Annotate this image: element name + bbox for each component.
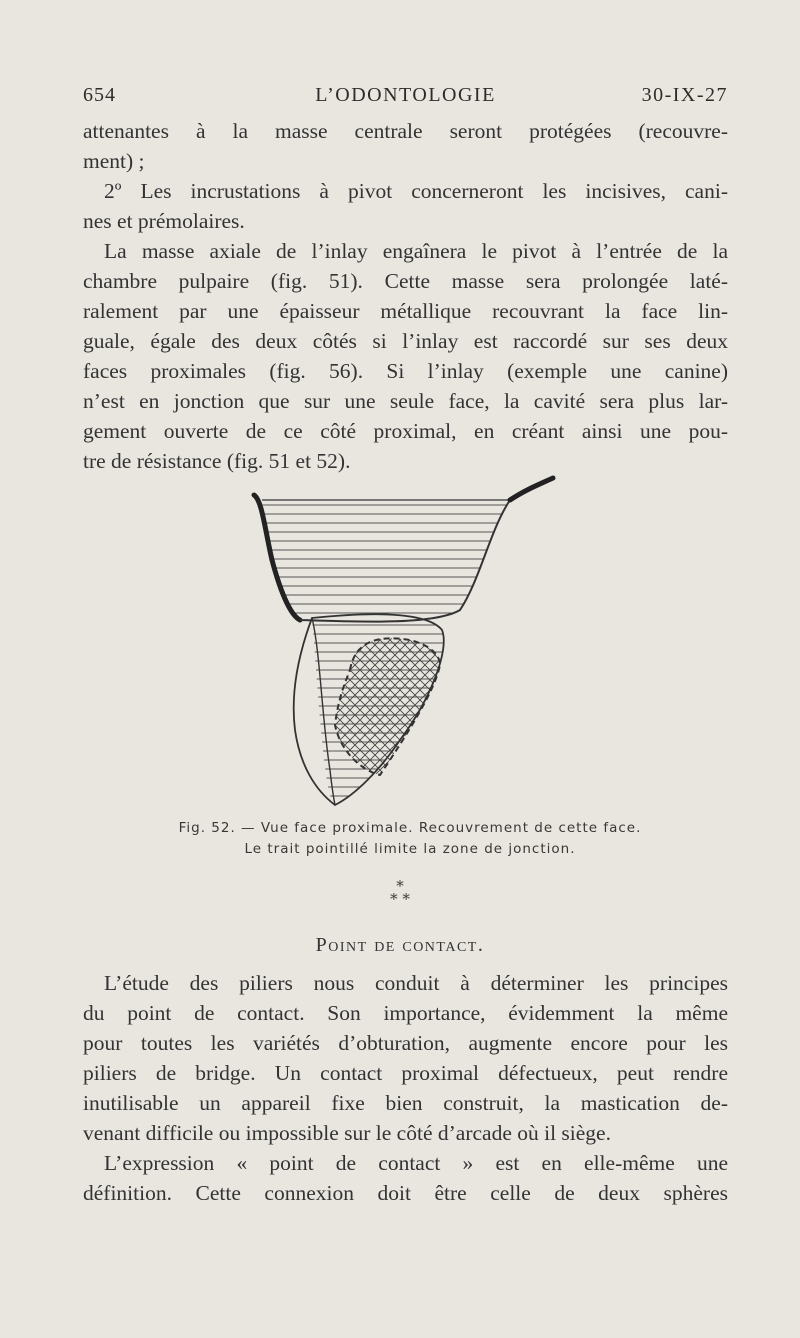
text-line: piliers de bridge. Un contact proximal défectueux, peut rendre [83, 1061, 728, 1085]
section-title-text: Point de contact. [315, 934, 485, 956]
text-line: La masse axiale de l’inlay engaînera le pivot à l’entrée de la [104, 239, 728, 263]
text-line: pour toutes les variétés d’obturation, augmente encore pour les [83, 1031, 728, 1055]
paragraph-axial-mass [83, 236, 728, 476]
text-line: ralement par une épaisseur métallique recouvrant la face lin- [83, 299, 728, 323]
running-title: L’ODONTOLOGIE [315, 84, 496, 106]
text-line: inutilisable un appareil fixe bien construit, la mastication de- [83, 1091, 728, 1115]
text-line: tre de résistance (fig. 51 et 52). [83, 449, 351, 473]
text-line: ment) ; [83, 149, 145, 173]
text-line: nes et prémolaires. [83, 209, 245, 233]
page-header [83, 84, 728, 110]
text-line: définition. Cette connexion doit être celle de deux sphères [83, 1181, 728, 1205]
text-line: L’étude des piliers nous conduit à déterminer les principes [104, 971, 728, 995]
page-number: 654 [83, 84, 116, 106]
text-line: n’est en jonction que sur une seule face, la cavité sera plus lar- [83, 389, 728, 413]
text-line: chambre pulpaire (fig. 51). Cette masse sera prolongée laté- [83, 269, 728, 293]
text-line: L’expression « point de contact » est en elle-même une [104, 1151, 728, 1175]
text-line: du point de contact. Son importance, évidemment la même [83, 1001, 728, 1025]
separator-bottom-stars: * * [390, 890, 410, 908]
text-line: faces proximales (fig. 56). Si l’inlay (exemple une canine) [83, 359, 728, 383]
crown-horizontal-hatching [240, 505, 560, 613]
figure-caption-line-1: Fig. 52. — Vue face proximale. Recouvrement de cette face. [178, 820, 642, 836]
paragraph-point-2 [83, 176, 728, 236]
section-heading [0, 934, 800, 957]
paragraph-contact-study [83, 968, 728, 1148]
text-line: gement ouverte de ce côté proximal, en créant ainsi une pou- [83, 419, 728, 443]
text-line: guale, égale des deux côtés si l’inlay est raccordé sur ses deux [83, 329, 728, 353]
paragraph-contact-definition [83, 1148, 728, 1208]
figure-caption-line-2: Le trait pointillé limite la zone de jonction. [244, 841, 576, 857]
root-inner-line [312, 618, 335, 805]
section-separator [370, 877, 430, 908]
paragraph-continuation [83, 116, 728, 176]
junction-crosshatch [240, 470, 560, 815]
text-line: attenantes à la masse centrale seront protégées (recouvre- [83, 119, 728, 143]
tooth-inlay-figure [240, 470, 560, 815]
text-line: 2º Les incrustations à pivot concerneront les incisives, cani- [104, 179, 728, 203]
text-line: venant difficile ou impossible sur le côté d’arcade où il siège. [83, 1121, 611, 1145]
issue-date: 30-IX-27 [641, 84, 728, 106]
separator-top-star: * [396, 877, 404, 895]
